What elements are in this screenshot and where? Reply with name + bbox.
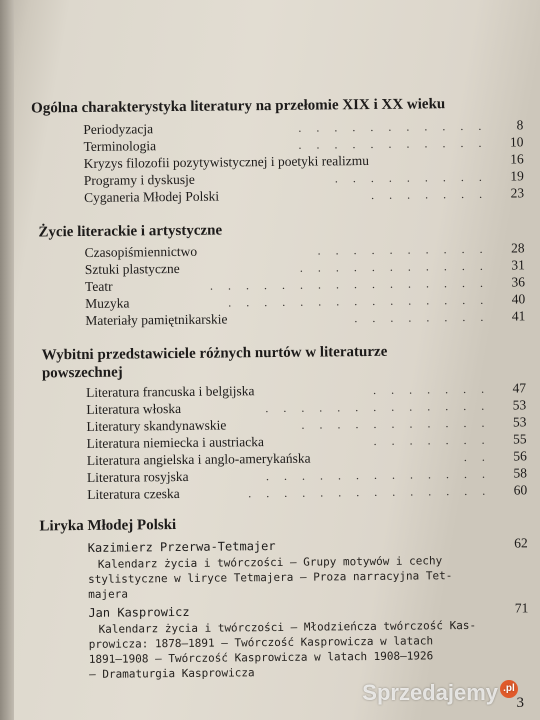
entry-title: Literatury skandynawskie	[86, 417, 227, 434]
entry-title: Kryzys filozofii pozytywistycznej i poetyki realizmu	[83, 152, 370, 171]
author-description-line: stylistyczne w liryce Tetmajera — Proza narracyjna Tet-	[87, 569, 453, 586]
entry-page: 36	[511, 274, 526, 290]
leader-dots: . . . . . . . . . . .	[298, 135, 488, 152]
section-heading: Liryka Młodej Polski	[39, 517, 177, 535]
entry-title: Teatr	[84, 278, 113, 294]
page-number: 3	[516, 695, 524, 711]
entry-title: Terminologia	[83, 138, 157, 154]
entry-title: Sztuki plastyczne	[84, 260, 180, 277]
leader-dots: . . . . . . . . . .	[317, 241, 489, 258]
entry-title: Literatura czeska	[87, 485, 180, 502]
leader-dots: . . . . . . . . . . . . .	[265, 466, 492, 484]
leader-dots: . . . . . . . .	[354, 309, 490, 326]
leader-dots: . . . . . . . . . . . . . . .	[228, 292, 490, 310]
entry-page: 53	[512, 397, 527, 413]
entry-page: 47	[512, 380, 527, 396]
entry-page: 19	[510, 168, 524, 184]
leader-dots: . . . . . . . . . . .	[299, 258, 489, 275]
entry-page: 31	[511, 257, 525, 273]
entry-page: 58	[513, 465, 528, 481]
entry-page: 62	[514, 535, 528, 551]
section-heading: Wybitni przedstawiciele różnych nurtów w literaturze	[41, 343, 388, 364]
author-description-line: Kalendarz życia i twórczości — Młodzieńcza twórczość Kas-	[98, 618, 477, 636]
leader-dots: . . . . . . . . . . .	[298, 118, 488, 135]
section-heading: Ogólna charakterystyka literatury na przełomie XIX i XX wieku	[31, 96, 446, 117]
entry-page: 41	[511, 308, 526, 324]
entry-page: 53	[512, 414, 527, 430]
section-heading: Życie literackie i artystyczne	[38, 222, 223, 241]
entry-title: Programy i dyskusje	[83, 171, 195, 188]
leader-dots: . . . . . . . . . . .	[301, 415, 491, 432]
toc-entry	[85, 308, 525, 329]
entry-page: 55	[513, 431, 527, 447]
toc-entry	[84, 185, 524, 206]
entry-page: 16	[510, 151, 524, 167]
entry-page: 40	[511, 291, 526, 307]
watermark-text: Sprzedajemy	[362, 680, 498, 705]
entry-title: Literatura angielska i anglo-amerykańska	[86, 450, 311, 468]
author-description-line: — Dramaturgia Kasprowicza	[88, 666, 255, 681]
entry-title: Literatura niemiecka i austriacka	[86, 434, 264, 451]
leader-dots: . . . . . . . . . . . . .	[265, 398, 491, 416]
entry-title: Czasopiśmiennictwo	[84, 243, 198, 260]
leader-dots: . . . . . . . . . . . . . .	[248, 483, 492, 501]
entry-page: 10	[509, 134, 524, 150]
entry-page: 23	[510, 185, 525, 201]
leader-dots: . .	[463, 449, 491, 464]
entry-title: Literatura rosyjska	[86, 468, 189, 485]
section-heading-continued: powszechnej	[41, 364, 123, 382]
entry-page: 28	[511, 240, 525, 256]
leader-dots: . . . . . . . . .	[334, 169, 488, 186]
author-description-line: prowicza: 1878—1891 — Twórczość Kasprowicza w latach	[88, 634, 434, 651]
toc-entry	[87, 482, 527, 503]
entry-page: 60	[513, 482, 528, 498]
leader-dots: . . . . . . .	[370, 186, 489, 202]
watermark-logo	[362, 680, 518, 706]
entry-title: Cyganeria Młodej Polski	[83, 188, 220, 205]
leader-dots: . . . . . . . . . . . . . . . .	[209, 275, 490, 293]
leader-dots: . . . . . . .	[373, 381, 491, 397]
author-description-line: majera	[88, 587, 129, 601]
leader-dots: . . . . . . .	[373, 432, 491, 448]
author-description-line: Kalendarz życia i twórczości — Grupy motywów i cechy	[97, 554, 443, 571]
entry-title: Muzyka	[85, 295, 130, 311]
entry-title: Literatura włoska	[86, 400, 182, 417]
entry-page: 56	[513, 448, 527, 464]
entry-title: Periodyzacja	[83, 121, 154, 137]
watermark-badge: .pl	[500, 680, 518, 698]
author-name: Kazimierz Przerwa-Tetmajer	[87, 538, 276, 555]
entry-title: Materiały pamiętnikarskie	[85, 311, 228, 328]
author-name: Jan Kasprowicz	[88, 604, 190, 620]
author-description-line: 1891—1908 — Twórczość Kasprowicza w latach 1908—1926	[88, 649, 434, 666]
entry-page: 71	[514, 600, 529, 616]
entry-page: 8	[516, 117, 524, 133]
entry-title: Literatura francuska i belgijska	[86, 383, 255, 400]
